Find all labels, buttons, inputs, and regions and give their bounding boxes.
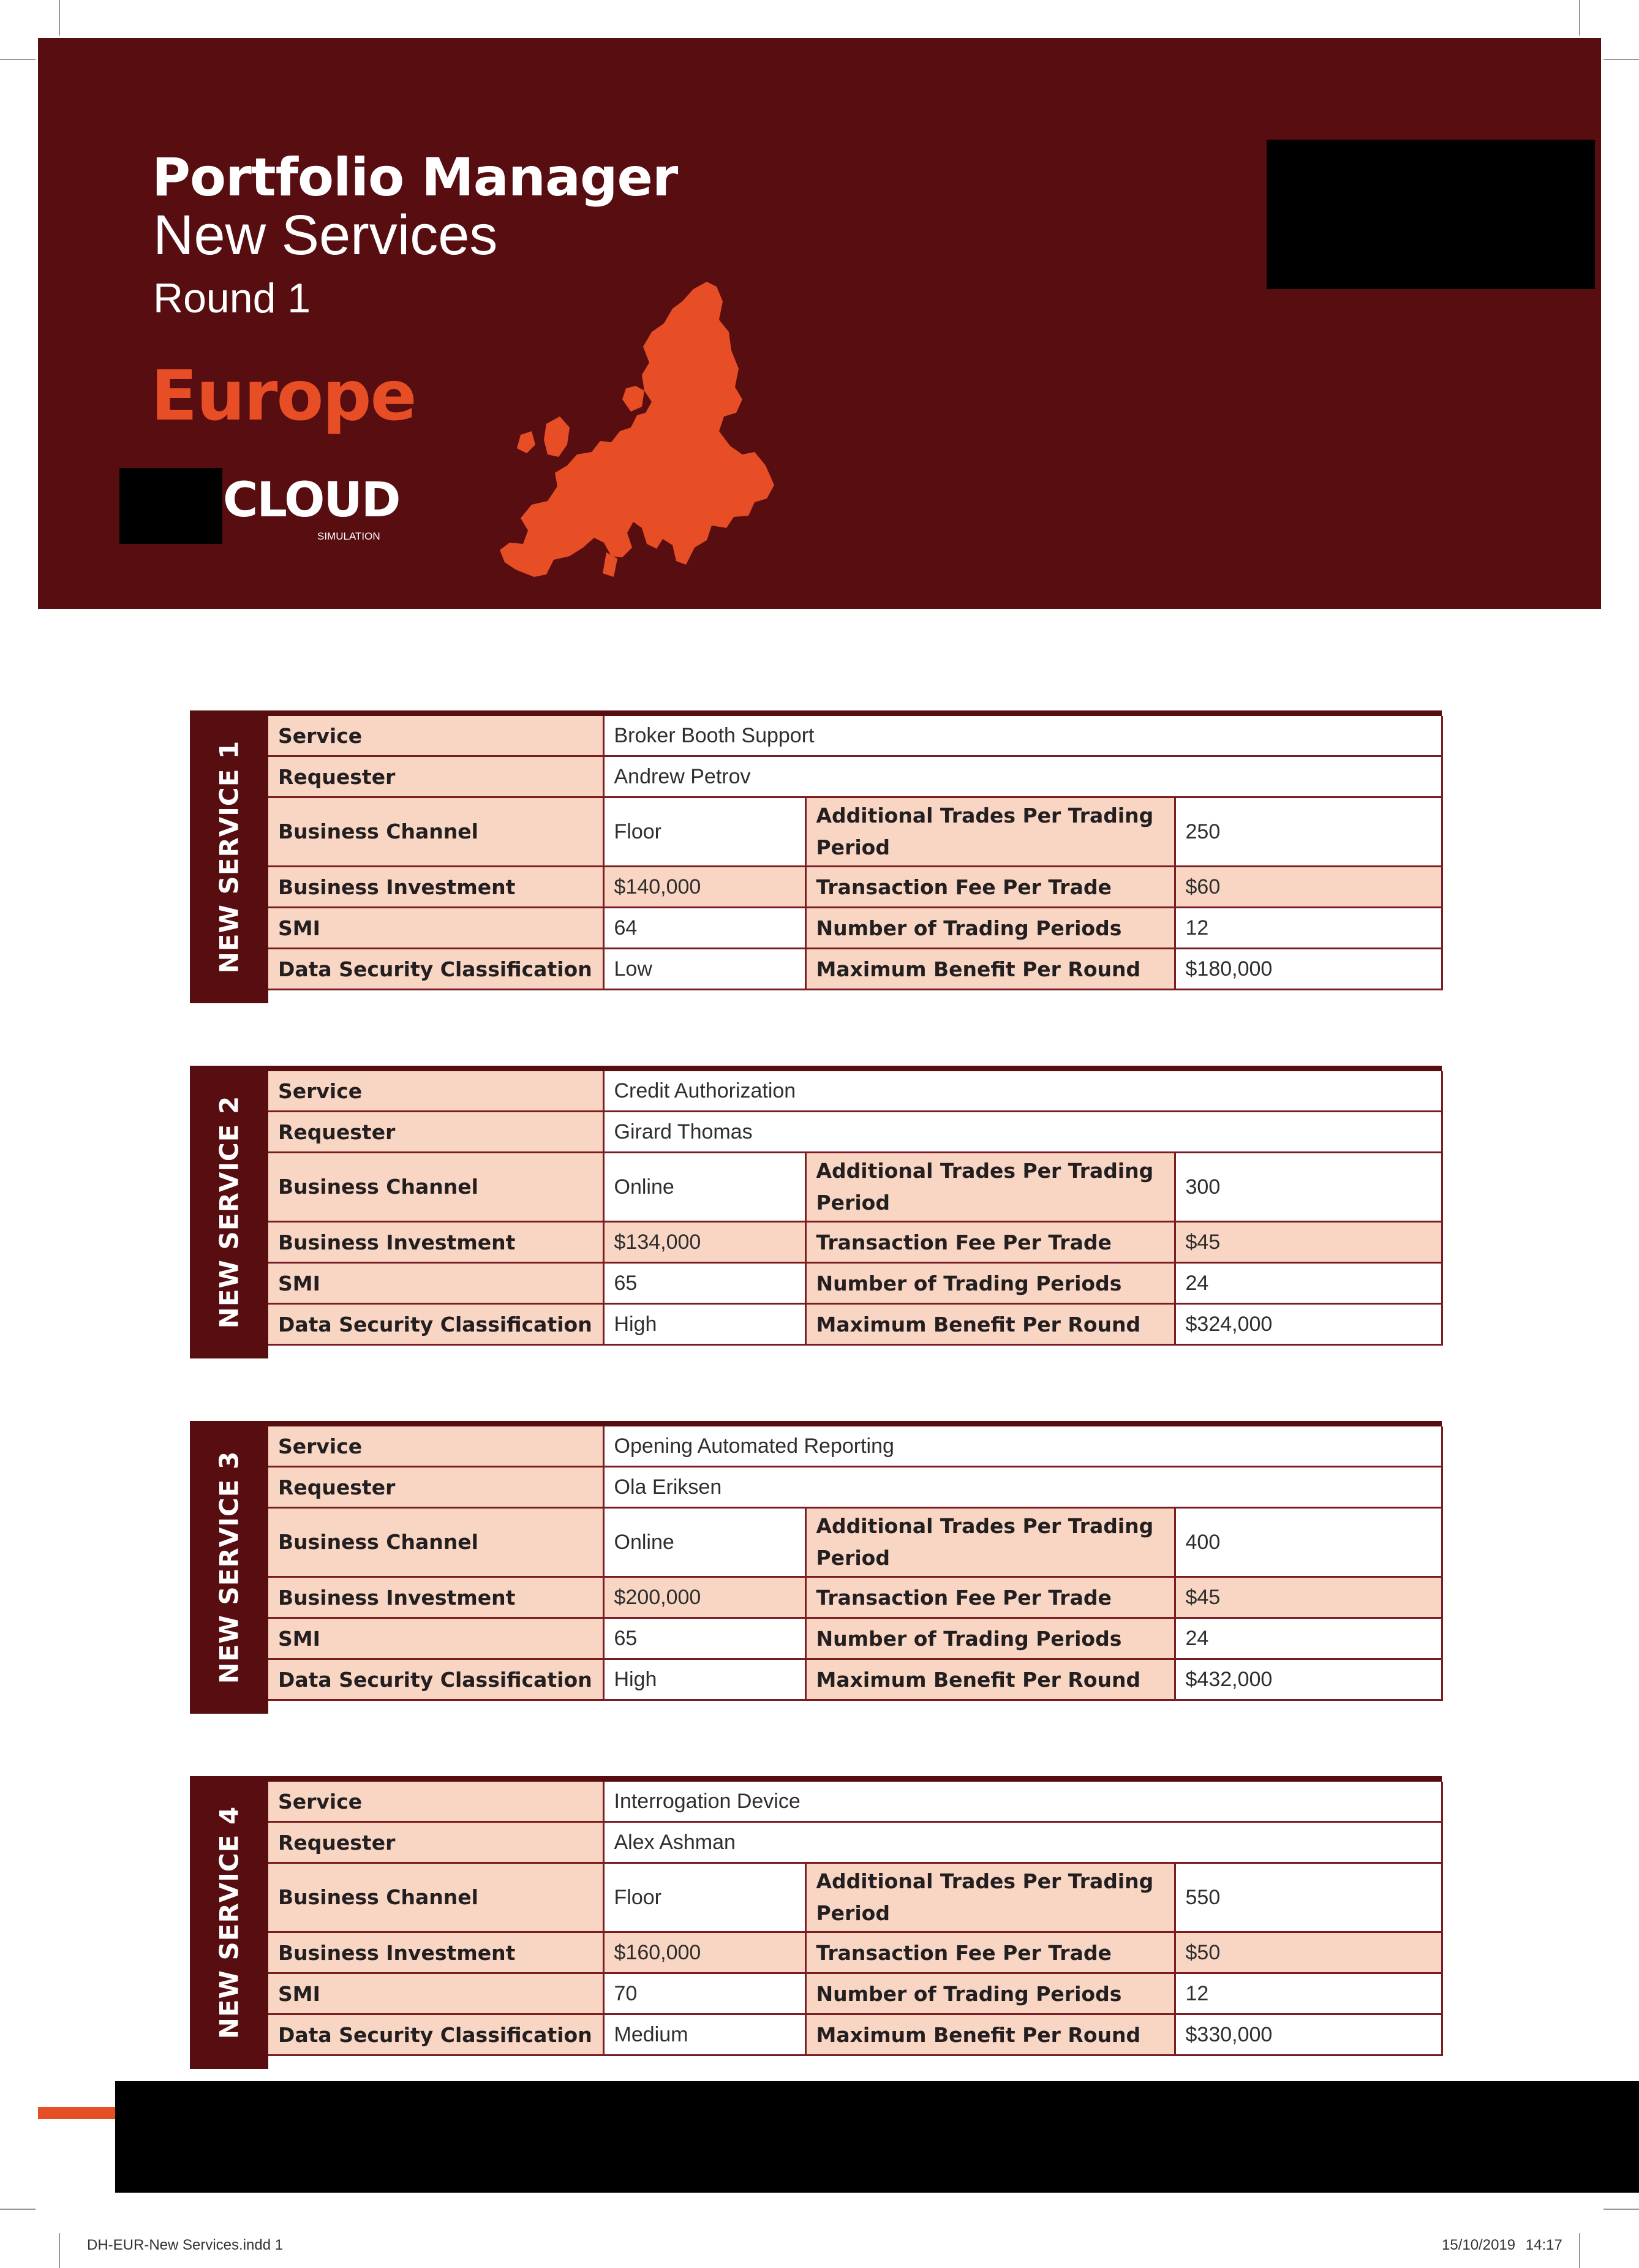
- header-banner: [38, 38, 1601, 609]
- max-benefit-label: Maximum Benefit Per Round: [805, 2014, 1175, 2055]
- smi-value: 64: [603, 908, 805, 949]
- requester-value: Ola Eriksen: [603, 1467, 1442, 1508]
- service-label: Service: [268, 1426, 603, 1467]
- transaction-fee-value: $60: [1175, 867, 1442, 908]
- max-benefit-label: Maximum Benefit Per Round: [805, 1304, 1175, 1345]
- card-top-rule: [190, 1776, 1442, 1782]
- smi-value: 65: [603, 1618, 805, 1659]
- crop-mark: [0, 2209, 36, 2210]
- business-channel-label: Business Channel: [268, 1153, 603, 1222]
- max-benefit-value: $180,000: [1175, 949, 1442, 990]
- business-channel-label: Business Channel: [268, 1508, 603, 1577]
- business-investment-label: Business Investment: [268, 1577, 603, 1618]
- crop-mark: [0, 59, 36, 60]
- business-investment-label: Business Investment: [268, 867, 603, 908]
- service-card-side: [190, 1776, 268, 2069]
- smi-label: SMI: [268, 908, 603, 949]
- additional-trades-value: 400: [1175, 1508, 1442, 1577]
- card-top-rule: [190, 1421, 1442, 1426]
- redacted-logo-block: [119, 468, 222, 544]
- smi-value: 65: [603, 1263, 805, 1304]
- trading-periods-label: Number of Trading Periods: [805, 1973, 1175, 2014]
- requester-label: Requester: [268, 1822, 603, 1863]
- transaction-fee-label: Transaction Fee Per Trade: [805, 1222, 1175, 1263]
- service-table: [268, 1426, 1443, 1701]
- trading-periods-value: 24: [1175, 1618, 1442, 1659]
- additional-trades-value: 250: [1175, 797, 1442, 867]
- smi-label: SMI: [268, 1263, 603, 1304]
- business-investment-value: $200,000: [603, 1577, 805, 1618]
- crop-mark: [1579, 2233, 1580, 2268]
- business-investment-label: Business Investment: [268, 1932, 603, 1973]
- trading-periods-label: Number of Trading Periods: [805, 1263, 1175, 1304]
- business-channel-value: Online: [603, 1508, 805, 1577]
- page-subtitle: New Services: [153, 204, 498, 266]
- crop-mark: [1603, 2209, 1639, 2210]
- data-security-value: High: [603, 1304, 805, 1345]
- footer-accent-bar: [38, 2107, 116, 2119]
- trading-periods-value: 24: [1175, 1263, 1442, 1304]
- service-card-side: [190, 1066, 268, 1358]
- redacted-block: [1267, 140, 1595, 289]
- business-channel-label: Business Channel: [268, 797, 603, 867]
- service-table: [268, 716, 1443, 990]
- service-card-side: [190, 710, 268, 1003]
- trading-periods-value: 12: [1175, 908, 1442, 949]
- service-value: Credit Authorization: [603, 1071, 1442, 1112]
- service-label: Service: [268, 1071, 603, 1112]
- smi-label: SMI: [268, 1973, 603, 2014]
- card-top-rule: [190, 710, 1442, 716]
- service-card-2: [190, 1066, 1442, 1358]
- service-card-3: [190, 1421, 1442, 1714]
- card-top-rule: [190, 1066, 1442, 1071]
- service-card-side: [190, 1421, 268, 1714]
- trading-periods-label: Number of Trading Periods: [805, 908, 1175, 949]
- service-value: Opening Automated Reporting: [603, 1426, 1442, 1467]
- transaction-fee-label: Transaction Fee Per Trade: [805, 1577, 1175, 1618]
- service-card-4: [190, 1776, 1442, 2069]
- service-heading: NEW SERVICE 4: [214, 1806, 244, 2040]
- europe-map-icon: [491, 271, 785, 595]
- requester-value: Alex Ashman: [603, 1822, 1442, 1863]
- data-security-value: High: [603, 1659, 805, 1700]
- data-security-label: Data Security Classification: [268, 1659, 603, 1700]
- service-value: Interrogation Device: [603, 1782, 1442, 1822]
- data-security-value: Medium: [603, 2014, 805, 2055]
- round-label: Round 1: [153, 275, 311, 322]
- service-heading: NEW SERVICE 2: [214, 1095, 244, 1329]
- trading-periods-label: Number of Trading Periods: [805, 1618, 1175, 1659]
- requester-label: Requester: [268, 756, 603, 797]
- logo-text: CLOUD: [223, 473, 400, 528]
- data-security-label: Data Security Classification: [268, 2014, 603, 2055]
- logo-subtext: SIMULATION: [317, 530, 380, 542]
- slug-filename: DH-EUR-New Services.indd 1: [87, 2237, 284, 2253]
- additional-trades-label: Additional Trades Per Trading Period: [805, 1153, 1175, 1222]
- service-label: Service: [268, 716, 603, 756]
- service-table: [268, 1782, 1443, 2056]
- transaction-fee-label: Transaction Fee Per Trade: [805, 867, 1175, 908]
- service-table: [268, 1071, 1443, 1346]
- data-security-label: Data Security Classification: [268, 949, 603, 990]
- smi-label: SMI: [268, 1618, 603, 1659]
- smi-value: 70: [603, 1973, 805, 2014]
- crop-mark: [1579, 0, 1580, 36]
- business-channel-label: Business Channel: [268, 1863, 603, 1932]
- business-investment-value: $134,000: [603, 1222, 805, 1263]
- additional-trades-label: Additional Trades Per Trading Period: [805, 1508, 1175, 1577]
- business-channel-value: Floor: [603, 797, 805, 867]
- max-benefit-label: Maximum Benefit Per Round: [805, 1659, 1175, 1700]
- max-benefit-value: $432,000: [1175, 1659, 1442, 1700]
- service-heading: NEW SERVICE 1: [214, 740, 244, 974]
- transaction-fee-value: $50: [1175, 1932, 1442, 1973]
- max-benefit-label: Maximum Benefit Per Round: [805, 949, 1175, 990]
- page-title: Portfolio Manager: [152, 147, 678, 208]
- additional-trades-label: Additional Trades Per Trading Period: [805, 797, 1175, 867]
- additional-trades-value: 550: [1175, 1863, 1442, 1932]
- transaction-fee-label: Transaction Fee Per Trade: [805, 1932, 1175, 1973]
- business-channel-value: Floor: [603, 1863, 805, 1932]
- service-heading: NEW SERVICE 3: [214, 1450, 244, 1684]
- service-value: Broker Booth Support: [603, 716, 1442, 756]
- additional-trades-label: Additional Trades Per Trading Period: [805, 1863, 1175, 1932]
- transaction-fee-value: $45: [1175, 1577, 1442, 1618]
- business-channel-value: Online: [603, 1153, 805, 1222]
- transaction-fee-value: $45: [1175, 1222, 1442, 1263]
- requester-label: Requester: [268, 1112, 603, 1153]
- slug-datetime: 15/10/2019 14:17: [1442, 2237, 1562, 2253]
- crop-mark: [59, 2233, 60, 2268]
- crop-mark: [1603, 59, 1639, 60]
- trading-periods-value: 12: [1175, 1973, 1442, 2014]
- business-investment-value: $160,000: [603, 1932, 805, 1973]
- data-security-value: Low: [603, 949, 805, 990]
- redacted-footer-block: [115, 2081, 1639, 2193]
- requester-label: Requester: [268, 1467, 603, 1508]
- business-investment-label: Business Investment: [268, 1222, 603, 1263]
- requester-value: Andrew Petrov: [603, 756, 1442, 797]
- service-label: Service: [268, 1782, 603, 1822]
- business-investment-value: $140,000: [603, 867, 805, 908]
- region-label: Europe: [151, 356, 416, 436]
- max-benefit-value: $324,000: [1175, 1304, 1442, 1345]
- max-benefit-value: $330,000: [1175, 2014, 1442, 2055]
- crop-mark: [59, 0, 60, 36]
- requester-value: Girard Thomas: [603, 1112, 1442, 1153]
- data-security-label: Data Security Classification: [268, 1304, 603, 1345]
- service-card-1: [190, 710, 1442, 1003]
- additional-trades-value: 300: [1175, 1153, 1442, 1222]
